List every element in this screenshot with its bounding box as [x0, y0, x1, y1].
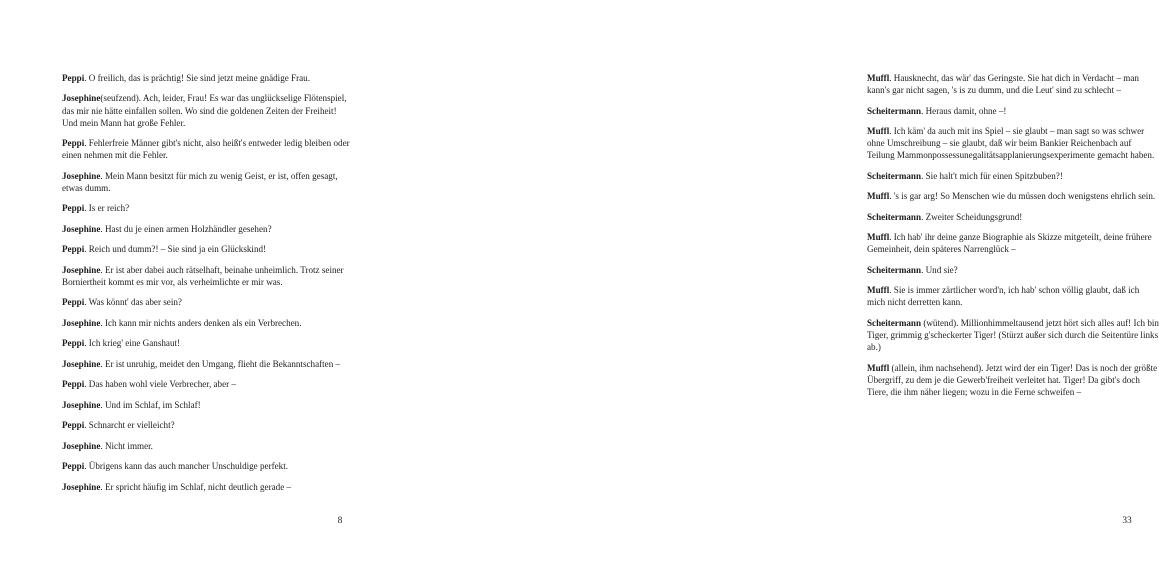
speech-text: . Das haben wohl viele Verbrecher, aber – — [84, 379, 236, 390]
speaker-name: Peppi — [62, 297, 85, 308]
speaker-name: Muffl — [867, 191, 890, 202]
speaker-name: Scheitermann — [867, 170, 922, 181]
speech-line — [62, 296, 350, 308]
speech-text: . Ich käm' da auch mit ins Spiel – sie glaubt – man sagt so was schwer ohne Umschreibung – sie glaubt, daß wir beim Bankier Reichenbach auf Teilung Mammonpossessunegalitätsapplanierungsexperimente gemacht haben. — [867, 126, 1155, 161]
speech-text: . Und im Schlaf, im Schlaf! — [100, 399, 201, 410]
speech-line — [867, 362, 1159, 398]
speech-line — [867, 211, 1159, 223]
speaker-name: Peppi — [62, 461, 85, 472]
speech-text: . Ach, leider, Frau! Es war das unglückselige Flötenspiel, das mir nie hätte einfallen sollen. Wo sind die goldenen Zeiten der Freiheit! Und mein Mann hat große Fehler. — [62, 93, 347, 128]
speech-line — [867, 284, 1159, 308]
speech-text: . Er ist aber dabei auch rätselhaft, beinahe unheimlich. Trotz seiner Borniertheit kommt es mir vor, als verheimlichte er mir was. — [62, 264, 344, 287]
speaker-name: Muffl — [867, 232, 890, 243]
speaker-name: Josephine — [62, 170, 101, 181]
speech-text: . Hausknecht, das wär' das Geringste. Sie hat dich in Verdacht – man kann's gar nicht sagen, 's is zu dumm, und die Leut' sind zu schlecht – — [867, 73, 1139, 96]
speaker-name: Peppi — [62, 73, 85, 83]
stage-direction: (seufzend) — [100, 93, 139, 104]
speech-line — [62, 440, 350, 452]
speaker-name: Scheitermann — [867, 105, 922, 116]
speech-text: . Er ist unruhig, meidet den Umgang, flieht die Bekanntschaften – — [100, 358, 341, 369]
speaker-name: Peppi — [62, 379, 85, 390]
speech-text: . Fehlerfreie Männer gibt's nicht, also heißt's entweder ledig bleiben oder einen nehmen mit die Fehler. — [62, 138, 350, 161]
speaker-name: Peppi — [62, 244, 85, 255]
speech-text: . Übrigens kann das auch mancher Unschuldige perfekt. — [84, 461, 289, 472]
speaker-name: Muffl — [867, 362, 890, 373]
speech-line — [62, 137, 350, 161]
speech-text: . Heraus damit, ohne –! — [921, 105, 1007, 116]
speech-text: . Is er reich? — [84, 203, 130, 214]
page-number-left: 8 — [337, 516, 343, 526]
speaker-name: Josephine — [62, 440, 101, 451]
speech-line — [62, 317, 350, 329]
speech-line — [62, 337, 350, 349]
speaker-name: Peppi — [62, 138, 85, 149]
speech-line — [62, 378, 350, 390]
speech-text: . Sie halt't mich für einen Spitzbuben?! — [921, 170, 1063, 181]
speaker-name: Muffl — [867, 126, 890, 137]
speech-text: . Und sie? — [921, 264, 958, 275]
speech-text: . Ich hab' ihr deine ganze Biographie als Skizze mitgeteilt, deine frühere Gemeinheit, dein späteres Narrenglück – — [867, 232, 1152, 255]
speech-text: . Er spricht häufig im Schlaf, nicht deutlich gerade – — [100, 481, 292, 492]
right-page-textblock — [867, 72, 1159, 398]
speech-text: . Sie is immer zärtlicher word'n, ich hab' schon völlig glaubt, daß ich mich nicht derretten kann. — [867, 285, 1140, 308]
stage-direction: (allein, ihm nachsehend) — [889, 362, 982, 373]
speech-text: . Hast du je einen armen Holzhändler gesehen? — [100, 223, 272, 234]
speech-line — [867, 125, 1159, 161]
speaker-name: Peppi — [62, 203, 85, 214]
speaker-name: Peppi — [62, 338, 85, 349]
speech-line — [867, 190, 1159, 202]
speech-line — [62, 170, 350, 194]
speech-line — [867, 170, 1159, 182]
speech-text: . Was könnt' das aber sein? — [84, 297, 182, 308]
speech-text: . Reich und dumm?! – Sie sind ja ein Glückskind! — [84, 244, 267, 255]
speech-line — [867, 105, 1159, 117]
speech-line — [867, 72, 1159, 96]
left-page-textblock — [62, 72, 350, 493]
speech-line — [62, 264, 350, 288]
page-number-right: 33 — [1122, 516, 1132, 526]
right-page — [400, 0, 1159, 566]
speech-line — [62, 460, 350, 472]
speech-line — [62, 72, 350, 84]
speech-text: . 's is gar arg! So Menschen wie du müssen doch wenigstens ehrlich sein. — [889, 191, 1156, 202]
speaker-name: Josephine — [62, 264, 101, 275]
speaker-name: Muffl — [867, 285, 890, 296]
speaker-name: Josephine — [62, 317, 101, 328]
speaker-name: Josephine — [62, 93, 101, 104]
speaker-name: Josephine — [62, 358, 101, 369]
speech-text: . O freilich, das is prächtig! Sie sind jetzt meine gnädige Frau. — [84, 73, 311, 83]
speaker-name: Scheitermann — [867, 317, 922, 328]
speech-text: . Ich krieg' eine Ganshaut! — [84, 338, 181, 349]
speaker-name: Muffl — [867, 73, 890, 83]
speech-text: . Zweiter Scheidungsgrund! — [921, 211, 1023, 222]
speaker-name: Scheitermann — [867, 211, 922, 222]
speech-text: . Ich kann mir nichts anders denken als ein Verbrechen. — [100, 317, 302, 328]
speech-line — [867, 231, 1159, 255]
speech-line — [867, 317, 1159, 353]
speech-line — [62, 92, 350, 128]
speaker-name: Peppi — [62, 420, 85, 431]
speaker-name: Scheitermann — [867, 264, 922, 275]
speech-line — [867, 264, 1159, 276]
speech-line — [62, 399, 350, 411]
left-page — [0, 0, 400, 566]
stage-direction: (wütend) — [921, 317, 957, 328]
speech-line — [62, 202, 350, 214]
speech-line — [62, 419, 350, 431]
speech-line — [62, 358, 350, 370]
speech-line — [62, 481, 350, 493]
speech-text: . Jetzt wird der ein Tiger! Das is noch der größte Übergriff, zu dem je die Gewerb'freiheit verleitet hat. Tiger! Da gibt's doch Tiere, die ihm näher liegen; wozu in die Ferne schweifen – — [867, 362, 1158, 397]
speech-line — [62, 243, 350, 255]
speech-text: . Nicht immer. — [100, 440, 153, 451]
speech-text: . Schnarcht er vielleicht? — [84, 420, 175, 431]
speaker-name: Josephine — [62, 399, 101, 410]
speaker-name: Josephine — [62, 481, 101, 492]
speaker-name: Josephine — [62, 223, 101, 234]
speech-text: . Millionhimmeltausend jetzt hört sich alles auf! Ich bin Tiger, grimmig g'scheckerter Tiger! (Stürzt außer sich durch die Seitentüre links ab.) — [867, 317, 1159, 353]
speech-text: . Mein Mann besitzt für mich zu wenig Geist, er ist, offen gesagt, etwas dumm. — [62, 170, 338, 193]
speech-line — [62, 223, 350, 235]
